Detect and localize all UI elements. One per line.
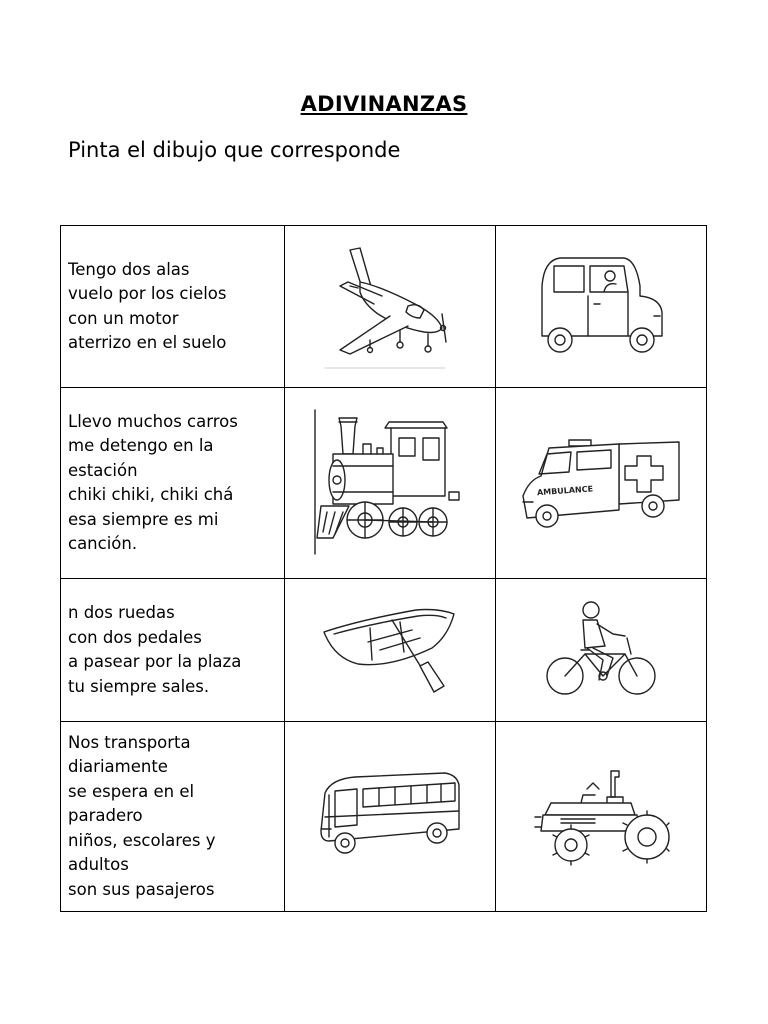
riddle-text: Tengo dos alas vuelo por los cielos con un motor aterrizo en el suelo: [68, 259, 227, 352]
bicycle-drawing: [541, 598, 661, 703]
table-row: [61, 579, 707, 722]
train-drawing: [313, 408, 468, 558]
image-cell: [496, 388, 707, 579]
image-cell: [496, 579, 707, 722]
table-row: [61, 388, 707, 579]
page-title: ADIVINANZAS: [300, 92, 468, 116]
image-cell: [285, 388, 496, 579]
table-row: [61, 722, 707, 912]
image-cell: [496, 722, 707, 912]
instruction-text: Pinta el dibujo que corresponde: [68, 138, 401, 162]
ambulance-drawing: [519, 436, 684, 531]
car-drawing: [534, 252, 669, 362]
image-cell: [285, 579, 496, 722]
table-row: [61, 226, 707, 388]
tractor-drawing: [531, 767, 671, 867]
airplane-drawing: [320, 242, 460, 372]
riddle-cell: [61, 579, 285, 722]
riddle-cell: [61, 226, 285, 388]
riddle-cell: [61, 722, 285, 912]
image-cell: [496, 226, 707, 388]
riddle-cell: [61, 388, 285, 579]
image-cell: [285, 226, 496, 388]
image-cell: [285, 722, 496, 912]
riddle-text: Llevo muchos carros me detengo en la estación chiki chiki, chiki chá esa siempre es mi canción.: [68, 411, 238, 553]
riddle-text: n dos ruedas con dos pedales a pasear por la plaza tu siempre sales.: [68, 603, 242, 696]
rowboat-drawing: [320, 600, 460, 700]
riddle-table: [60, 225, 707, 912]
riddle-text: Nos transporta diariamente se espera en el paradero niños, escolares y adultos son sus pasajeros: [68, 732, 216, 899]
bus-drawing: [315, 767, 465, 867]
ambulance-lettering: AMBULANCE: [536, 483, 593, 497]
